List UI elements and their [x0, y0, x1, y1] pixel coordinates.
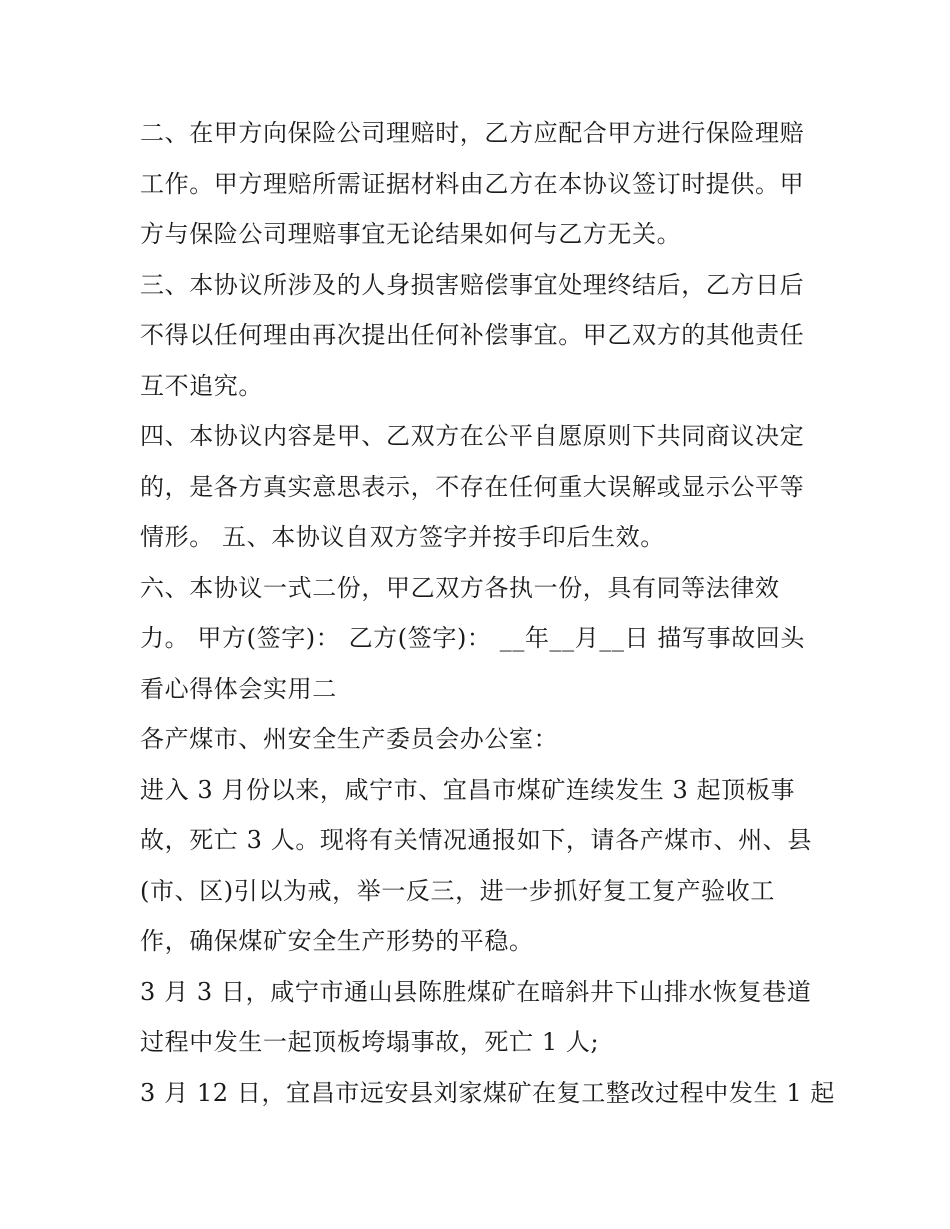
text-line: 看心得体会实用二	[140, 674, 337, 703]
text-line: 作，确保煤矿安全生产形势的平稳。	[140, 927, 534, 955]
text-line: 故，死亡 3 人。现将有关情况通报如下，请各产煤市、州、县	[140, 826, 812, 854]
text-line: 三、本协议所涉及的人身损害赔偿事宜处理终结后，乙方日后	[140, 270, 805, 299]
text-line: 六、本协议一式二份，甲乙双方各执一份，具有同等法律效	[140, 573, 780, 602]
text-line: 情形。 五、本协议自双方签字并按手印后生效。	[140, 523, 665, 551]
text-line: 二、在甲方向保险公司理赔时，乙方应配合甲方进行保险理赔	[140, 119, 805, 147]
text-line: (市、区)引以为戒，举一反三，进一步抓好复工复产验收工	[140, 876, 775, 905]
text-line: 3 月 12 日，宜昌市远安县刘家煤矿在复工整改过程中发生 1 起	[140, 1078, 836, 1107]
text-line: 3 月 3 日，咸宁市通山县陈胜煤矿在暗斜井下山排水恢复巷道	[140, 977, 812, 1006]
text-line: 不得以任何理由再次提出任何补偿事宜。甲乙双方的其他责任	[140, 321, 805, 349]
text-line: 进入 3 月份以来，咸宁市、宜昌市煤矿连续发生 3 起顶板事	[140, 775, 796, 804]
text-line: 过程中发生一起顶板垮塌事故，死亡 1 人;	[140, 1028, 600, 1056]
text-line: 各产煤市、州安全生产委员会办公室：	[140, 725, 559, 753]
text-line: 方与保险公司理赔事宜无论结果如何与乙方无关。	[140, 220, 682, 248]
text-line: 四、本协议内容是甲、乙双方在公平自愿原则下共同商议决定	[140, 422, 805, 450]
text-line: 工作。甲方理赔所需证据材料由乙方在本协议签订时提供。甲	[140, 169, 805, 198]
text-line: 的，是各方真实意思表示，不存在任何重大误解或显示公平等	[140, 472, 805, 501]
text-line: 力。 甲方(签字)： 乙方(签字)： __年__月__日 描写事故回头	[140, 624, 805, 652]
document-body	[140, 108, 836, 1118]
text-line: 互不追究。	[140, 371, 263, 400]
